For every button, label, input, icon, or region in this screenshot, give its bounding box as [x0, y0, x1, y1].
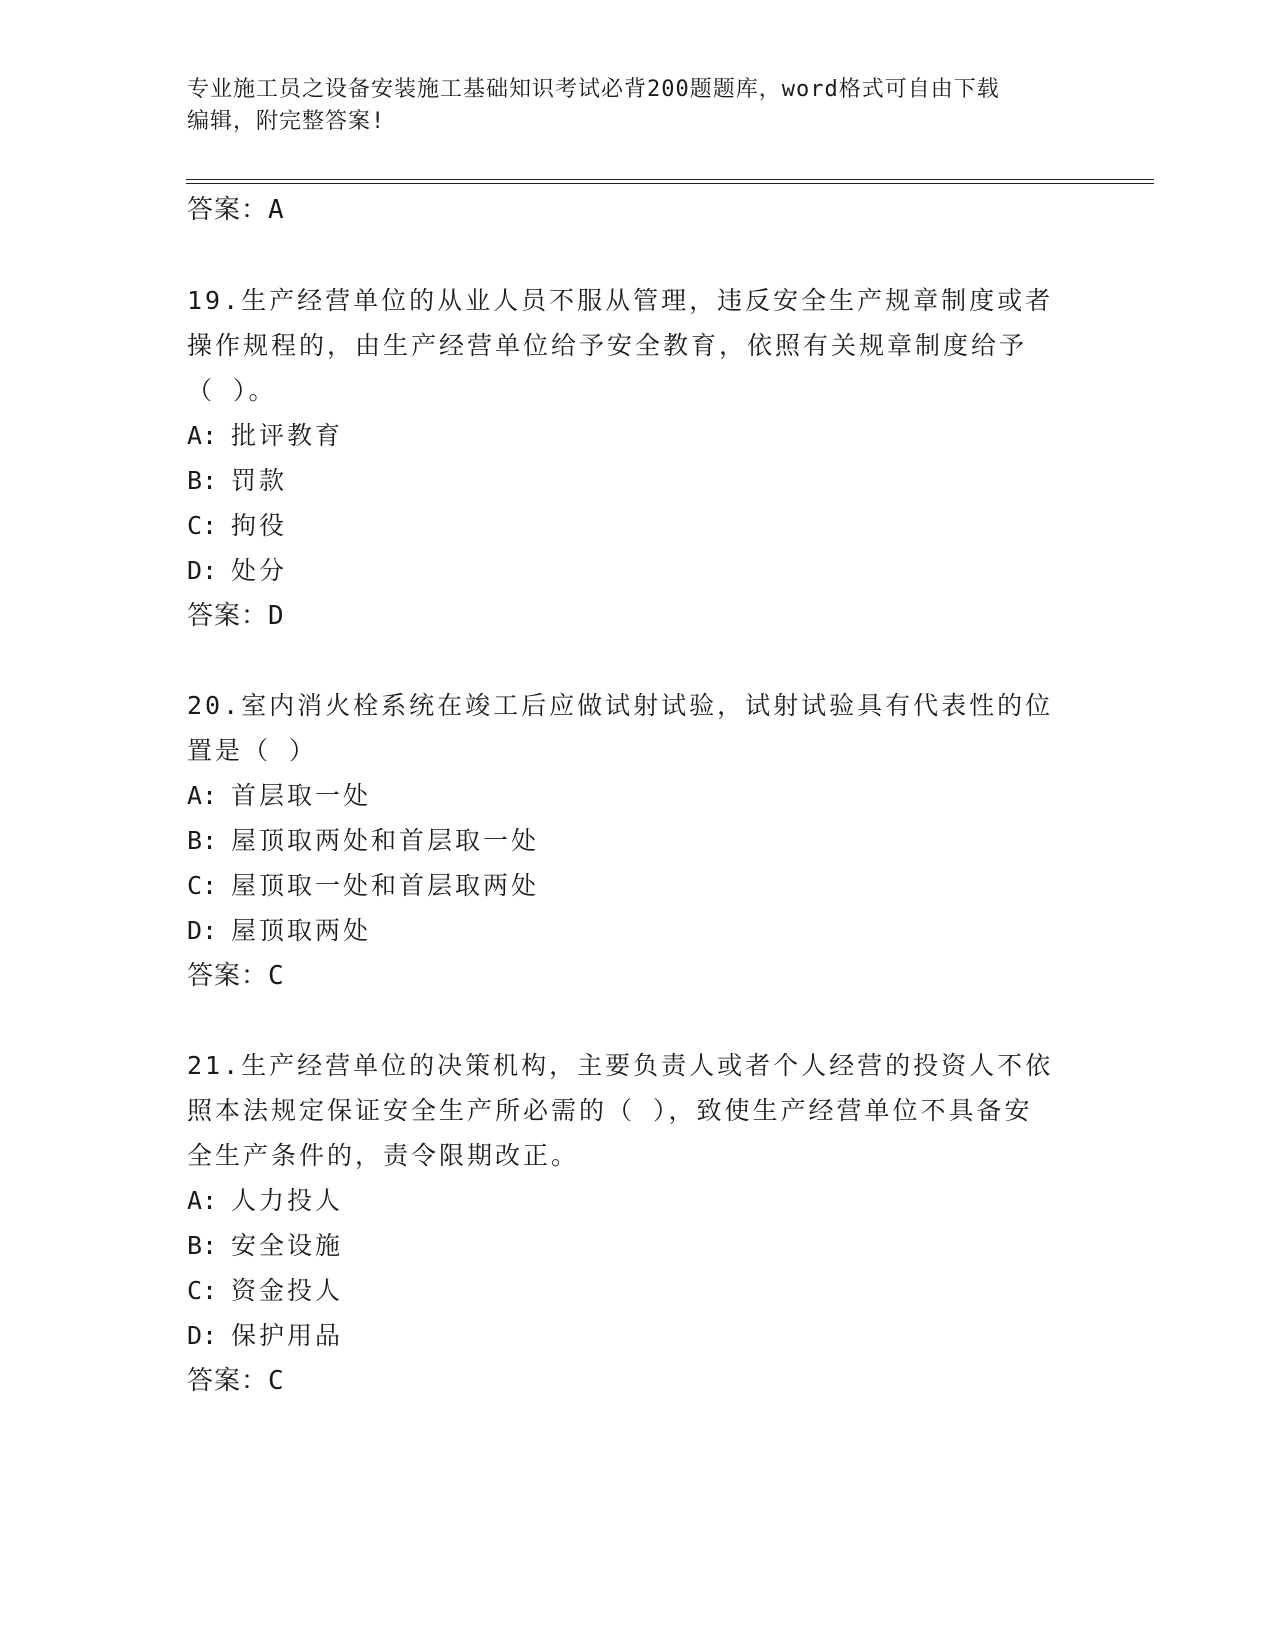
question-19-option-a: A: 批评教育 — [187, 421, 344, 450]
question-21-option-a: A: 人力投人 — [187, 1186, 344, 1215]
question-21 — [187, 1043, 1087, 1358]
answer-21: 答案：C — [187, 1366, 285, 1396]
question-19-option-d: D: 处分 — [187, 556, 288, 585]
question-21-line-2: 照本法规定保证安全生产所必需的（ ），致使生产经营单位不具备安 — [187, 1096, 1033, 1125]
question-21-option-d: D: 保护用品 — [187, 1321, 344, 1350]
question-21-line-3: 全生产条件的，责令限期改正。 — [187, 1141, 580, 1170]
header-divider-bottom — [186, 183, 1154, 184]
question-20-option-d: D: 屋顶取两处 — [187, 916, 372, 945]
header-divider-top — [186, 179, 1154, 180]
question-19-line-2: 操作规程的，由生产经营单位给予安全教育，依照有关规章制度给予 — [187, 331, 1028, 360]
question-19-line-3: （ ）。 — [187, 376, 277, 405]
question-19-option-b: B: 罚款 — [187, 466, 288, 495]
question-20 — [187, 683, 1087, 953]
document-header — [187, 74, 1067, 138]
question-20-option-b: B: 屋顶取两处和首层取一处 — [187, 826, 540, 855]
question-21-option-c: C: 资金投人 — [187, 1276, 344, 1305]
answer-19: 答案：D — [187, 601, 285, 631]
question-21-option-b: B: 安全设施 — [187, 1231, 344, 1260]
question-20-option-c: C: 屋顶取一处和首层取两处 — [187, 871, 540, 900]
answer-20: 答案：C — [187, 961, 285, 991]
header-line-2: 编辑，附完整答案! — [187, 109, 386, 134]
question-19 — [187, 278, 1087, 593]
question-21-line-1: 21.生产经营单位的决策机构，主要负责人或者个人经营的投资人不依 — [187, 1051, 1054, 1080]
question-19-option-c: C: 拘役 — [187, 511, 288, 540]
question-20-option-a: A: 首层取一处 — [187, 781, 372, 810]
question-20-line-1: 20.室内消火栓系统在竣工后应做试射试验，试射试验具有代表性的位 — [187, 691, 1054, 720]
header-line-1: 专业施工员之设备安装施工基础知识考试必背200题题库，word格式可自由下载 — [187, 77, 1000, 102]
question-19-line-1: 19.生产经营单位的从业人员不服从管理，违反安全生产规章制度或者 — [187, 286, 1054, 315]
question-20-line-2: 置是（ ） — [187, 736, 318, 765]
answer-previous: 答案：A — [187, 195, 285, 225]
